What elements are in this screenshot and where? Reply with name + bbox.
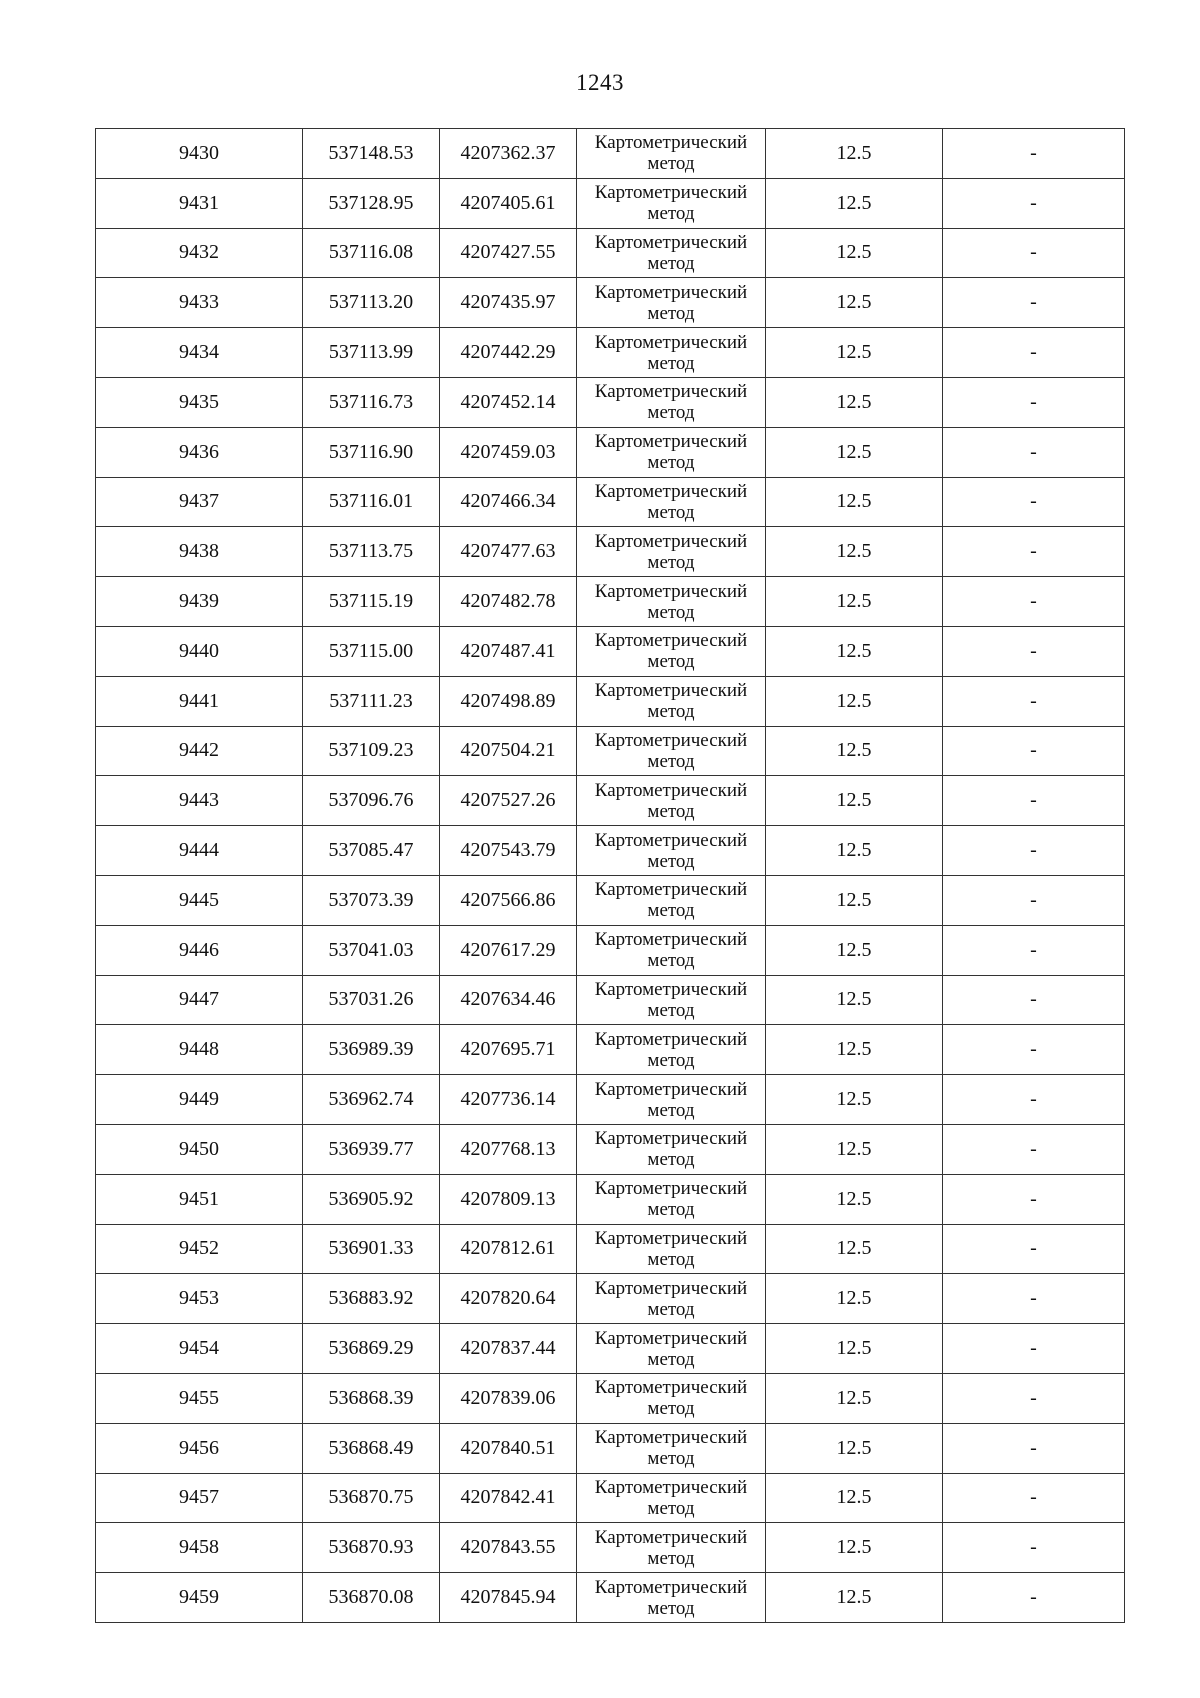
y-coordinate-cell: 4207498.89 bbox=[440, 676, 577, 726]
method-line-1: Картометрический bbox=[594, 929, 748, 951]
x-coordinate-cell: 537085.47 bbox=[303, 826, 440, 876]
point-number-cell: 9454 bbox=[96, 1324, 303, 1374]
x-coordinate-cell: 537031.26 bbox=[303, 975, 440, 1025]
method-line-2: метод bbox=[647, 701, 695, 723]
y-coordinate-cell: 4207487.41 bbox=[440, 626, 577, 676]
method-cell bbox=[577, 975, 766, 1025]
method-line-1: Картометрический bbox=[594, 132, 748, 154]
method-line-1: Картометрический bbox=[594, 431, 748, 453]
x-coordinate-cell: 537148.53 bbox=[303, 129, 440, 179]
point-number-cell: 9457 bbox=[96, 1473, 303, 1523]
x-coordinate-cell: 537111.23 bbox=[303, 676, 440, 726]
precision-cell: 12.5 bbox=[766, 1473, 943, 1523]
method-line-2: метод bbox=[647, 800, 695, 822]
precision-cell: 12.5 bbox=[766, 228, 943, 278]
note-cell: - bbox=[943, 1075, 1125, 1125]
method-line-1: Картометрический bbox=[594, 1377, 748, 1399]
point-number-cell: 9441 bbox=[96, 676, 303, 726]
precision-cell: 12.5 bbox=[766, 1174, 943, 1224]
precision-cell: 12.5 bbox=[766, 577, 943, 627]
precision-cell: 12.5 bbox=[766, 975, 943, 1025]
point-number-cell: 9431 bbox=[96, 178, 303, 228]
method-cell bbox=[577, 377, 766, 427]
table-row bbox=[96, 1075, 1125, 1125]
table-row bbox=[96, 1373, 1125, 1423]
x-coordinate-cell: 537115.00 bbox=[303, 626, 440, 676]
method-line-2: метод bbox=[647, 402, 695, 424]
method-cell bbox=[577, 1075, 766, 1125]
note-cell: - bbox=[943, 875, 1125, 925]
method-line-2: метод bbox=[647, 1199, 695, 1221]
table-row bbox=[96, 527, 1125, 577]
table-row bbox=[96, 228, 1125, 278]
x-coordinate-cell: 536868.39 bbox=[303, 1373, 440, 1423]
note-cell: - bbox=[943, 925, 1125, 975]
method-line-2: метод bbox=[647, 252, 695, 274]
note-cell: - bbox=[943, 1523, 1125, 1573]
method-line-2: метод bbox=[647, 900, 695, 922]
point-number-cell: 9452 bbox=[96, 1224, 303, 1274]
x-coordinate-cell: 536883.92 bbox=[303, 1274, 440, 1324]
note-cell: - bbox=[943, 477, 1125, 527]
note-cell: - bbox=[943, 776, 1125, 826]
precision-cell: 12.5 bbox=[766, 1573, 943, 1623]
point-number-cell: 9433 bbox=[96, 278, 303, 328]
precision-cell: 12.5 bbox=[766, 925, 943, 975]
method-cell bbox=[577, 427, 766, 477]
method-cell bbox=[577, 577, 766, 627]
method-cell bbox=[577, 1523, 766, 1573]
method-cell bbox=[577, 1373, 766, 1423]
table-row bbox=[96, 826, 1125, 876]
point-number-cell: 9448 bbox=[96, 1025, 303, 1075]
table-row bbox=[96, 1423, 1125, 1473]
table-row bbox=[96, 129, 1125, 179]
method-cell bbox=[577, 676, 766, 726]
y-coordinate-cell: 4207504.21 bbox=[440, 726, 577, 776]
y-coordinate-cell: 4207427.55 bbox=[440, 228, 577, 278]
note-cell: - bbox=[943, 577, 1125, 627]
method-line-1: Картометрический bbox=[594, 281, 748, 303]
method-cell bbox=[577, 1124, 766, 1174]
table-row bbox=[96, 776, 1125, 826]
table-row bbox=[96, 427, 1125, 477]
method-line-1: Картометрический bbox=[594, 480, 748, 502]
precision-cell: 12.5 bbox=[766, 477, 943, 527]
y-coordinate-cell: 4207452.14 bbox=[440, 377, 577, 427]
precision-cell: 12.5 bbox=[766, 1025, 943, 1075]
method-cell bbox=[577, 875, 766, 925]
note-cell: - bbox=[943, 377, 1125, 427]
note-cell: - bbox=[943, 1274, 1125, 1324]
table-row bbox=[96, 577, 1125, 627]
precision-cell: 12.5 bbox=[766, 1373, 943, 1423]
method-line-2: метод bbox=[647, 501, 695, 523]
method-cell bbox=[577, 1174, 766, 1224]
precision-cell: 12.5 bbox=[766, 328, 943, 378]
method-cell bbox=[577, 1224, 766, 1274]
table-row bbox=[96, 626, 1125, 676]
point-number-cell: 9444 bbox=[96, 826, 303, 876]
x-coordinate-cell: 537116.08 bbox=[303, 228, 440, 278]
precision-cell: 12.5 bbox=[766, 726, 943, 776]
note-cell: - bbox=[943, 1174, 1125, 1224]
precision-cell: 12.5 bbox=[766, 527, 943, 577]
precision-cell: 12.5 bbox=[766, 875, 943, 925]
method-line-1: Картометрический bbox=[594, 779, 748, 801]
table-row bbox=[96, 1274, 1125, 1324]
y-coordinate-cell: 4207634.46 bbox=[440, 975, 577, 1025]
method-line-1: Картометрический bbox=[594, 978, 748, 1000]
table-row bbox=[96, 676, 1125, 726]
method-cell bbox=[577, 726, 766, 776]
x-coordinate-cell: 537116.01 bbox=[303, 477, 440, 527]
table-row bbox=[96, 726, 1125, 776]
x-coordinate-cell: 537096.76 bbox=[303, 776, 440, 826]
note-cell: - bbox=[943, 1473, 1125, 1523]
y-coordinate-cell: 4207820.64 bbox=[440, 1274, 577, 1324]
y-coordinate-cell: 4207840.51 bbox=[440, 1423, 577, 1473]
precision-cell: 12.5 bbox=[766, 676, 943, 726]
method-line-2: метод bbox=[647, 153, 695, 175]
method-line-1: Картометрический bbox=[594, 1476, 748, 1498]
note-cell: - bbox=[943, 1224, 1125, 1274]
x-coordinate-cell: 537109.23 bbox=[303, 726, 440, 776]
point-number-cell: 9455 bbox=[96, 1373, 303, 1423]
method-line-2: метод bbox=[647, 452, 695, 474]
point-number-cell: 9456 bbox=[96, 1423, 303, 1473]
point-number-cell: 9445 bbox=[96, 875, 303, 925]
note-cell: - bbox=[943, 527, 1125, 577]
method-cell bbox=[577, 626, 766, 676]
table-row bbox=[96, 1573, 1125, 1623]
method-line-2: метод bbox=[647, 651, 695, 673]
method-line-1: Картометрический bbox=[594, 829, 748, 851]
precision-cell: 12.5 bbox=[766, 278, 943, 328]
method-line-2: метод bbox=[647, 999, 695, 1021]
x-coordinate-cell: 536870.93 bbox=[303, 1523, 440, 1573]
method-line-2: метод bbox=[647, 203, 695, 225]
method-line-1: Картометрический bbox=[594, 231, 748, 253]
note-cell: - bbox=[943, 228, 1125, 278]
point-number-cell: 9434 bbox=[96, 328, 303, 378]
precision-cell: 12.5 bbox=[766, 826, 943, 876]
point-number-cell: 9437 bbox=[96, 477, 303, 527]
x-coordinate-cell: 536939.77 bbox=[303, 1124, 440, 1174]
precision-cell: 12.5 bbox=[766, 1324, 943, 1374]
method-line-2: метод bbox=[647, 601, 695, 623]
note-cell: - bbox=[943, 278, 1125, 328]
note-cell: - bbox=[943, 427, 1125, 477]
method-cell bbox=[577, 1423, 766, 1473]
note-cell: - bbox=[943, 975, 1125, 1025]
point-number-cell: 9436 bbox=[96, 427, 303, 477]
note-cell: - bbox=[943, 726, 1125, 776]
method-cell bbox=[577, 1324, 766, 1374]
method-line-1: Картометрический bbox=[594, 680, 748, 702]
y-coordinate-cell: 4207482.78 bbox=[440, 577, 577, 627]
method-line-1: Картометрический bbox=[594, 1028, 748, 1050]
method-line-2: метод bbox=[647, 850, 695, 872]
y-coordinate-cell: 4207477.63 bbox=[440, 527, 577, 577]
page-number: 1243 bbox=[576, 70, 624, 95]
method-line-1: Картометрический bbox=[594, 879, 748, 901]
table-row bbox=[96, 1324, 1125, 1374]
method-cell bbox=[577, 278, 766, 328]
precision-cell: 12.5 bbox=[766, 129, 943, 179]
method-line-2: метод bbox=[647, 1497, 695, 1519]
table-row bbox=[96, 178, 1125, 228]
table-row bbox=[96, 377, 1125, 427]
precision-cell: 12.5 bbox=[766, 178, 943, 228]
method-line-2: метод bbox=[647, 1298, 695, 1320]
method-line-1: Картометрический bbox=[594, 1178, 748, 1200]
point-number-cell: 9442 bbox=[96, 726, 303, 776]
method-line-2: метод bbox=[647, 551, 695, 573]
x-coordinate-cell: 537113.99 bbox=[303, 328, 440, 378]
method-cell bbox=[577, 328, 766, 378]
method-cell bbox=[577, 925, 766, 975]
point-number-cell: 9443 bbox=[96, 776, 303, 826]
y-coordinate-cell: 4207809.13 bbox=[440, 1174, 577, 1224]
y-coordinate-cell: 4207839.06 bbox=[440, 1373, 577, 1423]
x-coordinate-cell: 536870.75 bbox=[303, 1473, 440, 1523]
y-coordinate-cell: 4207466.34 bbox=[440, 477, 577, 527]
method-line-1: Картометрический bbox=[594, 1576, 748, 1598]
table-row bbox=[96, 328, 1125, 378]
point-number-cell: 9451 bbox=[96, 1174, 303, 1224]
method-line-1: Картометрический bbox=[594, 1128, 748, 1150]
x-coordinate-cell: 537073.39 bbox=[303, 875, 440, 925]
table-row bbox=[96, 975, 1125, 1025]
method-line-2: метод bbox=[647, 950, 695, 972]
method-line-1: Картометрический bbox=[594, 1078, 748, 1100]
point-number-cell: 9432 bbox=[96, 228, 303, 278]
y-coordinate-cell: 4207845.94 bbox=[440, 1573, 577, 1623]
x-coordinate-cell: 536868.49 bbox=[303, 1423, 440, 1473]
note-cell: - bbox=[943, 129, 1125, 179]
method-cell bbox=[577, 228, 766, 278]
table-row bbox=[96, 1174, 1125, 1224]
method-line-2: метод bbox=[647, 352, 695, 374]
table-row bbox=[96, 278, 1125, 328]
note-cell: - bbox=[943, 1373, 1125, 1423]
point-number-cell: 9438 bbox=[96, 527, 303, 577]
note-cell: - bbox=[943, 626, 1125, 676]
method-line-2: метод bbox=[647, 1448, 695, 1470]
y-coordinate-cell: 4207837.44 bbox=[440, 1324, 577, 1374]
method-line-2: метод bbox=[647, 1348, 695, 1370]
table-row bbox=[96, 1124, 1125, 1174]
x-coordinate-cell: 537116.73 bbox=[303, 377, 440, 427]
method-line-1: Картометрический bbox=[594, 630, 748, 652]
table-row bbox=[96, 477, 1125, 527]
y-coordinate-cell: 4207435.97 bbox=[440, 278, 577, 328]
method-line-2: метод bbox=[647, 1149, 695, 1171]
method-line-2: метод bbox=[647, 1547, 695, 1569]
method-line-1: Картометрический bbox=[594, 1227, 748, 1249]
x-coordinate-cell: 537113.20 bbox=[303, 278, 440, 328]
precision-cell: 12.5 bbox=[766, 1075, 943, 1125]
point-number-cell: 9458 bbox=[96, 1523, 303, 1573]
precision-cell: 12.5 bbox=[766, 1423, 943, 1473]
note-cell: - bbox=[943, 1124, 1125, 1174]
x-coordinate-cell: 536901.33 bbox=[303, 1224, 440, 1274]
point-number-cell: 9435 bbox=[96, 377, 303, 427]
point-number-cell: 9446 bbox=[96, 925, 303, 975]
x-coordinate-cell: 536989.39 bbox=[303, 1025, 440, 1075]
method-line-2: метод bbox=[647, 302, 695, 324]
point-number-cell: 9449 bbox=[96, 1075, 303, 1125]
x-coordinate-cell: 537116.90 bbox=[303, 427, 440, 477]
point-number-cell: 9453 bbox=[96, 1274, 303, 1324]
y-coordinate-cell: 4207843.55 bbox=[440, 1523, 577, 1573]
note-cell: - bbox=[943, 1025, 1125, 1075]
method-line-1: Картометрический bbox=[594, 1427, 748, 1449]
note-cell: - bbox=[943, 676, 1125, 726]
method-cell bbox=[577, 527, 766, 577]
x-coordinate-cell: 536962.74 bbox=[303, 1075, 440, 1125]
y-coordinate-cell: 4207459.03 bbox=[440, 427, 577, 477]
method-line-2: метод bbox=[647, 1597, 695, 1619]
y-coordinate-cell: 4207566.86 bbox=[440, 875, 577, 925]
y-coordinate-cell: 4207362.37 bbox=[440, 129, 577, 179]
method-cell bbox=[577, 477, 766, 527]
method-line-2: метод bbox=[647, 1398, 695, 1420]
method-line-1: Картометрический bbox=[594, 1327, 748, 1349]
precision-cell: 12.5 bbox=[766, 427, 943, 477]
table-row bbox=[96, 1025, 1125, 1075]
method-line-2: метод bbox=[647, 1248, 695, 1270]
x-coordinate-cell: 536905.92 bbox=[303, 1174, 440, 1224]
precision-cell: 12.5 bbox=[766, 1274, 943, 1324]
point-number-cell: 9447 bbox=[96, 975, 303, 1025]
table-row bbox=[96, 925, 1125, 975]
y-coordinate-cell: 4207695.71 bbox=[440, 1025, 577, 1075]
method-line-1: Картометрический bbox=[594, 1526, 748, 1548]
method-line-1: Картометрический bbox=[594, 381, 748, 403]
method-cell bbox=[577, 1274, 766, 1324]
note-cell: - bbox=[943, 178, 1125, 228]
coordinates-table bbox=[95, 128, 1125, 1623]
x-coordinate-cell: 536869.29 bbox=[303, 1324, 440, 1374]
method-line-1: Картометрический bbox=[594, 331, 748, 353]
precision-cell: 12.5 bbox=[766, 626, 943, 676]
method-cell bbox=[577, 1025, 766, 1075]
y-coordinate-cell: 4207768.13 bbox=[440, 1124, 577, 1174]
method-cell bbox=[577, 1473, 766, 1523]
table-row bbox=[96, 1473, 1125, 1523]
coordinates-table-body bbox=[96, 129, 1125, 1623]
y-coordinate-cell: 4207842.41 bbox=[440, 1473, 577, 1523]
y-coordinate-cell: 4207527.26 bbox=[440, 776, 577, 826]
note-cell: - bbox=[943, 1573, 1125, 1623]
method-cell bbox=[577, 776, 766, 826]
method-line-2: метод bbox=[647, 750, 695, 772]
y-coordinate-cell: 4207442.29 bbox=[440, 328, 577, 378]
point-number-cell: 9459 bbox=[96, 1573, 303, 1623]
method-cell bbox=[577, 826, 766, 876]
y-coordinate-cell: 4207405.61 bbox=[440, 178, 577, 228]
point-number-cell: 9439 bbox=[96, 577, 303, 627]
point-number-cell: 9450 bbox=[96, 1124, 303, 1174]
method-line-1: Картометрический bbox=[594, 580, 748, 602]
method-line-1: Картометрический bbox=[594, 182, 748, 204]
method-line-1: Картометрический bbox=[594, 1277, 748, 1299]
point-number-cell: 9430 bbox=[96, 129, 303, 179]
y-coordinate-cell: 4207617.29 bbox=[440, 925, 577, 975]
point-number-cell: 9440 bbox=[96, 626, 303, 676]
method-cell bbox=[577, 178, 766, 228]
x-coordinate-cell: 536870.08 bbox=[303, 1573, 440, 1623]
note-cell: - bbox=[943, 826, 1125, 876]
x-coordinate-cell: 537128.95 bbox=[303, 178, 440, 228]
note-cell: - bbox=[943, 328, 1125, 378]
precision-cell: 12.5 bbox=[766, 1124, 943, 1174]
y-coordinate-cell: 4207736.14 bbox=[440, 1075, 577, 1125]
method-cell bbox=[577, 129, 766, 179]
y-coordinate-cell: 4207543.79 bbox=[440, 826, 577, 876]
x-coordinate-cell: 537115.19 bbox=[303, 577, 440, 627]
x-coordinate-cell: 537113.75 bbox=[303, 527, 440, 577]
precision-cell: 12.5 bbox=[766, 377, 943, 427]
note-cell: - bbox=[943, 1423, 1125, 1473]
precision-cell: 12.5 bbox=[766, 776, 943, 826]
method-line-2: метод bbox=[647, 1049, 695, 1071]
precision-cell: 12.5 bbox=[766, 1224, 943, 1274]
x-coordinate-cell: 537041.03 bbox=[303, 925, 440, 975]
y-coordinate-cell: 4207812.61 bbox=[440, 1224, 577, 1274]
method-line-2: метод bbox=[647, 1099, 695, 1121]
table-row bbox=[96, 1523, 1125, 1573]
method-line-1: Картометрический bbox=[594, 530, 748, 552]
note-cell: - bbox=[943, 1324, 1125, 1374]
precision-cell: 12.5 bbox=[766, 1523, 943, 1573]
method-line-1: Картометрический bbox=[594, 729, 748, 751]
table-row bbox=[96, 875, 1125, 925]
table-row bbox=[96, 1224, 1125, 1274]
method-cell bbox=[577, 1573, 766, 1623]
